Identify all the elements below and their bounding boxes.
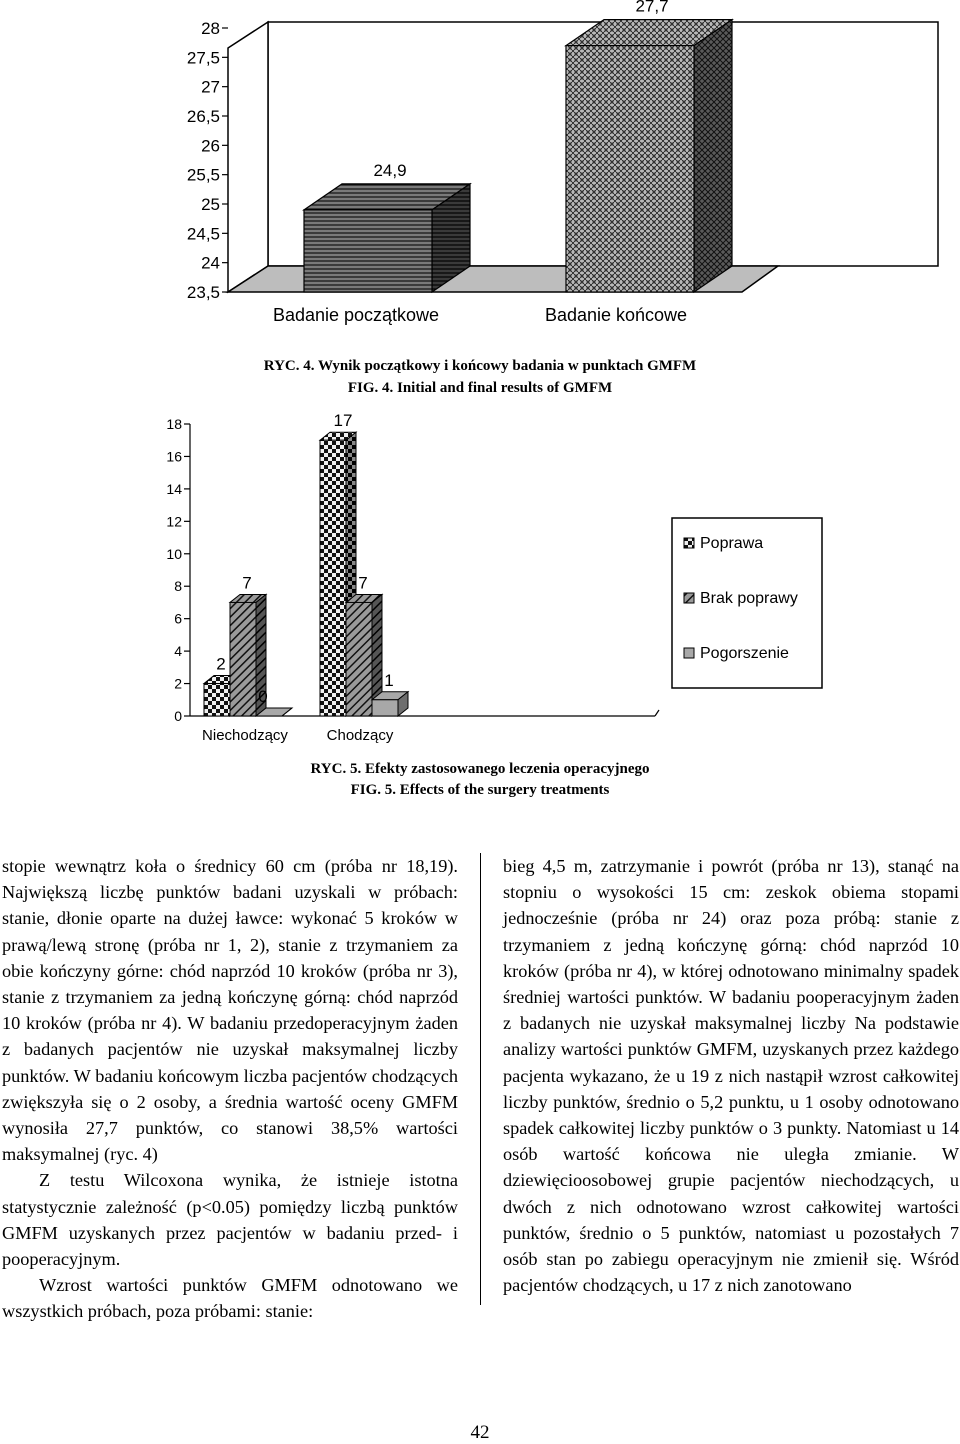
fig5-legend-swatch [684,648,694,658]
fig5-data-label: 1 [384,670,394,690]
fig5-data-label: 17 [333,411,353,431]
fig4-y-tick-label: 24,5 [186,224,220,244]
fig4-y-tick-label: 24 [201,253,220,273]
fig5-bar [372,700,398,716]
fig4-side-wall [228,22,268,292]
fig4-x-tick-label: Badanie początkowe [272,305,440,325]
column-divider [480,853,481,1305]
fig4-y-tick-label: 26 [201,136,220,156]
fig5-bar [230,602,256,716]
fig5-x-tick-label: Niechodzący [202,727,288,744]
fig4-y-tick-label: 26,5 [186,107,220,126]
fig4-chart [0,0,960,340]
fig4-data-label: 27,7 [635,0,669,16]
fig4-y-axis [187,19,228,302]
fig4-y-tick-label: 27,5 [186,48,220,68]
fig5-y-axis [166,416,190,724]
fig5-chart [0,405,960,745]
fig5-data-label: 2 [216,654,226,674]
fig5-data-label: 7 [358,573,368,593]
fig5-legend-swatch [684,538,694,548]
fig5-y-tick-label: 18 [166,416,182,432]
left-column [2,853,458,1325]
fig5-y-tick-label: 10 [166,545,182,562]
fig5-data-label: 7 [242,573,252,593]
fig5-legend-label: Pogorszenie [700,645,789,662]
fig5-data-label: 0 [258,687,268,706]
fig4-y-tick-label: 23,5 [186,283,220,302]
fig4-y-tick-label: 25 [201,195,220,214]
fig5-y-tick-label: 16 [166,448,182,465]
fig4-caption-en: FIG. 4. Initial and final results of GMFM [347,380,613,396]
fig4-caption-pl: RYC. 4. Wynik początkowy i końcowy badania w punktach GMFM [263,358,697,374]
fig5-legend-label: Poprawa [700,535,764,552]
fig4-data-label: 24,9 [373,160,407,180]
fig5-x-axis [202,727,394,744]
fig4-x-axis [273,305,687,325]
left-paragraph-2: Z testu Wilcoxona wynika, że istnieje istotna statystycznie zależność (p<0.05) pomiędzy liczbą punktów GMFM uzyskanych przez pacjentów w badaniu przed- i pooperacyjnym. [2,1170,458,1270]
fig5-y-tick-label: 2 [174,675,182,692]
fig5-legend [672,518,822,688]
fig5-y-tick-label: 8 [174,578,182,595]
fig4-bar [566,46,694,292]
fig5-bar [346,602,372,716]
fig4-bar-side [694,20,732,292]
fig5-legend-swatch [684,593,694,603]
fig5-x-tick-label: Chodzący [326,727,394,744]
fig4-y-tick-label: 27 [201,77,220,97]
fig4-y-tick-label: 28 [201,19,220,38]
fig4-x-tick-label: Badanie końcowe [544,305,688,325]
fig5-caption-pl: RYC. 5. Efekty zastosowanego leczenia operacyjnego [310,761,650,777]
page-number: 42 [470,1422,490,1443]
fig5-y-tick-label: 4 [174,643,182,660]
right-column [503,853,959,1298]
fig5-bars [204,411,408,716]
fig5-x-axis-end [655,710,659,716]
fig5-y-tick-label: 14 [166,480,182,497]
right-paragraph-1: bieg 4,5 m, zatrzymanie i powrót (próba nr 13), stanąć na stopniu o wysokości 15 cm: zeskok obiema stopami jednocześnie (próba nr 24) oraz poza próbą: stanie z trzymaniem z jedną kończynę górną: chód naprzód 10 kroków (próba nr 4), w której odnotowano minimalny spadek średniej wartości punktów. W badaniu pooperacyjnym żaden z badanych nie uzyskał maksymalnej liczby Na podstawie analizy wartości punktów GMFM, uzyskanych przez każdego pacjenta wykazano, że u 19 z nich nastąpił wzrost całkowitej liczby punktów, średnio o 5,2 punktu, u 1 osoby odnotowano spadek całkowitej liczby punktów o 3 punkty. Natomiast u 14 osób wartość końcowa nie uległa zmianie. W dziewięcioosobowej grupie pacjentów niechodzących, u dwóch z nich odnotowano wzrost całkowitej wartości punktów, średnio o 5 punktów, natomiast u pozostałych 7 osób stan po zabiegu operacyjnym nie zmienił się. Wśród pacjentów chodzących, u 17 z nich zanotowano [503,856,959,1296]
fig5-bar [204,684,230,716]
fig5-caption-en: FIG. 5. Effects of the surgery treatments [350,782,610,798]
left-paragraph-1: stopie wewnątrz koła o średnicy 60 cm (próba nr 18,19). Największą liczbę punktów badani uzyskali w próbach: stanie, dłonie oparte na dużej ławce: wykonać 5 kroków w prawą/lewą stronę (próba nr 1, 2), stanie z trzymaniem za obie kończyny górne: chód naprzód 10 kroków (próba nr 3), stanie z trzymaniem za jedną kończynę górną: chód naprzód 10 kroków (próba nr 4). W badaniu przedoperacyjnym żaden z badanych pacjentów nie uzyskał maksymalnej liczby punktów. W badaniu końcowym liczba pacjentów chodzących zwiększyła się o 2 osoby, a średnia wartość oceny GMFM wynosiła 27,7 punktów, co stanowi 38,5% wartości maksymalnej (ryc. 4) [2,856,458,1165]
fig4-y-tick-label: 25,5 [186,165,220,185]
left-paragraph-3: Wzrost wartości punktów GMFM odnotowano we wszystkich próbach, poza próbami: stanie: [2,1275,458,1322]
fig4-bar [304,210,432,292]
fig5-y-tick-label: 12 [166,513,182,530]
fig5-y-tick-label: 6 [174,610,182,627]
fig5-bar [320,440,346,716]
fig5-legend-label: Brak poprawy [700,590,798,607]
fig5-y-tick-label: 0 [174,708,182,724]
